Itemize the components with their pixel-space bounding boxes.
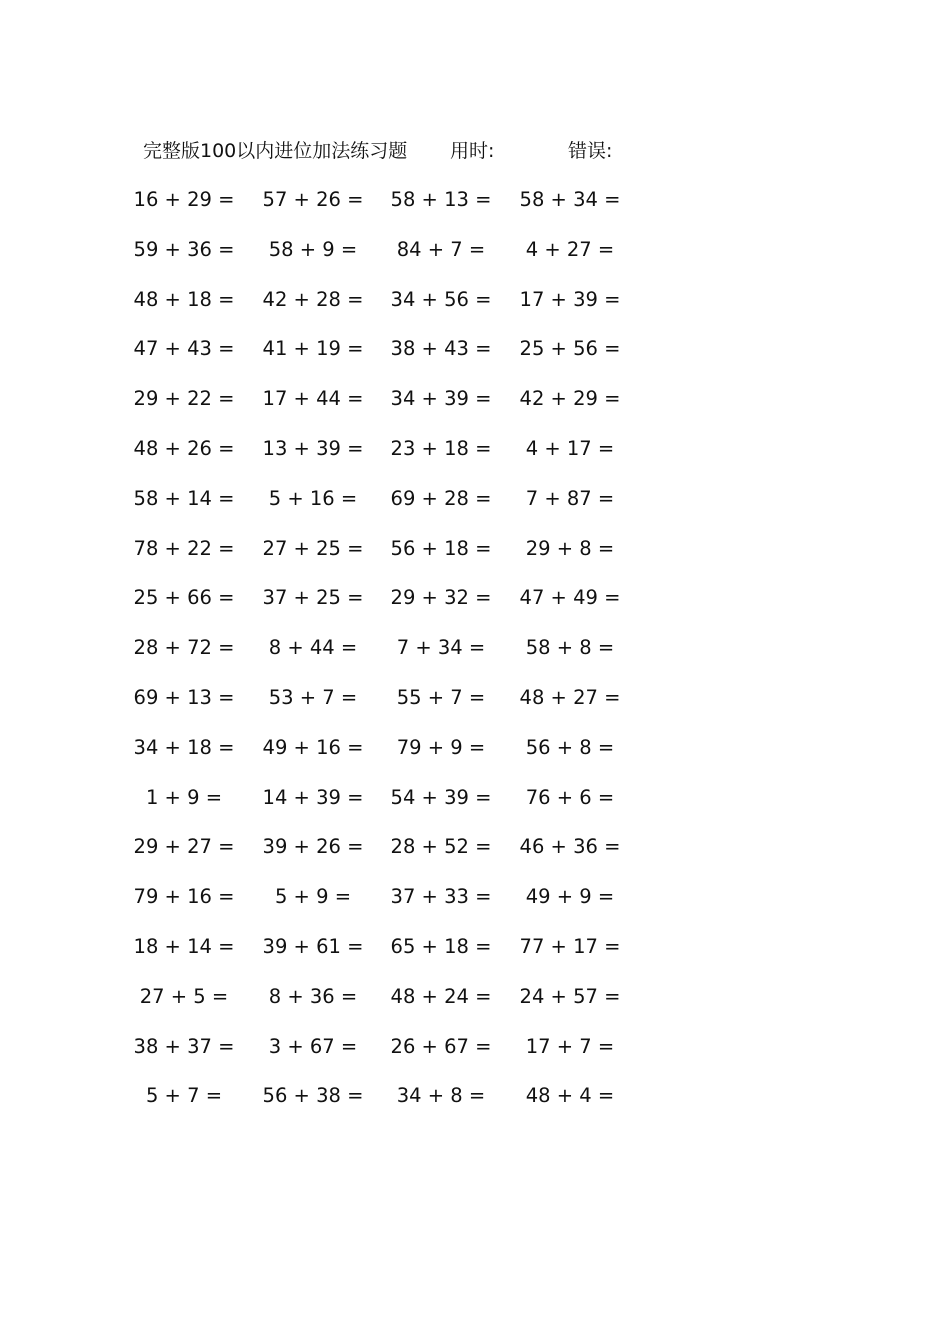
addition-problem: 27 + 25 = bbox=[262, 537, 364, 560]
addition-problem: 7 + 87 = bbox=[525, 487, 615, 510]
addition-problem: 84 + 7 = bbox=[396, 238, 486, 261]
addition-problem: 37 + 25 = bbox=[262, 586, 364, 609]
addition-problem: 79 + 16 = bbox=[133, 885, 235, 908]
addition-problem: 39 + 26 = bbox=[262, 835, 364, 858]
addition-problem: 1 + 9 = bbox=[145, 786, 223, 809]
addition-problem: 14 + 39 = bbox=[262, 786, 364, 809]
addition-problem: 48 + 4 = bbox=[525, 1084, 615, 1107]
addition-problem: 18 + 14 = bbox=[133, 935, 235, 958]
addition-problem: 58 + 14 = bbox=[133, 487, 235, 510]
addition-problem: 3 + 67 = bbox=[268, 1035, 358, 1058]
addition-problem: 4 + 27 = bbox=[525, 238, 615, 261]
addition-problem: 77 + 17 = bbox=[519, 935, 621, 958]
addition-problem: 55 + 7 = bbox=[396, 686, 486, 709]
addition-problem: 57 + 26 = bbox=[262, 188, 364, 211]
addition-problem: 48 + 24 = bbox=[390, 985, 492, 1008]
addition-problem: 34 + 8 = bbox=[396, 1084, 486, 1107]
addition-problem: 48 + 18 = bbox=[133, 288, 235, 311]
addition-problem: 28 + 72 = bbox=[133, 636, 235, 659]
addition-problem: 27 + 5 = bbox=[139, 985, 229, 1008]
addition-problem: 76 + 6 = bbox=[525, 786, 615, 809]
addition-problem: 56 + 18 = bbox=[390, 537, 492, 560]
addition-problem: 56 + 38 = bbox=[262, 1084, 364, 1107]
addition-problem: 28 + 52 = bbox=[390, 835, 492, 858]
addition-problem: 78 + 22 = bbox=[133, 537, 235, 560]
addition-problem: 42 + 29 = bbox=[519, 387, 621, 410]
addition-problem: 42 + 28 = bbox=[262, 288, 364, 311]
addition-problem: 58 + 8 = bbox=[525, 636, 615, 659]
addition-problem: 54 + 39 = bbox=[390, 786, 492, 809]
addition-problem: 34 + 18 = bbox=[133, 736, 235, 759]
addition-problem: 34 + 39 = bbox=[390, 387, 492, 410]
addition-problem: 79 + 9 = bbox=[396, 736, 486, 759]
addition-problem: 5 + 16 = bbox=[268, 487, 358, 510]
addition-problem: 69 + 13 = bbox=[133, 686, 235, 709]
addition-problem: 46 + 36 = bbox=[519, 835, 621, 858]
addition-problem: 58 + 13 = bbox=[390, 188, 492, 211]
addition-problem: 48 + 26 = bbox=[133, 437, 235, 460]
addition-problem: 5 + 7 = bbox=[145, 1084, 223, 1107]
addition-problem: 17 + 39 = bbox=[519, 288, 621, 311]
addition-problem: 58 + 9 = bbox=[268, 238, 358, 261]
addition-problem: 25 + 56 = bbox=[519, 337, 621, 360]
addition-problem: 53 + 7 = bbox=[268, 686, 358, 709]
addition-problem: 26 + 67 = bbox=[390, 1035, 492, 1058]
errors-label: 错误: bbox=[568, 140, 613, 162]
addition-problem: 37 + 33 = bbox=[390, 885, 492, 908]
addition-problem: 23 + 18 = bbox=[390, 437, 492, 460]
addition-problem: 56 + 8 = bbox=[525, 736, 615, 759]
addition-problem: 29 + 8 = bbox=[525, 537, 615, 560]
addition-problem: 4 + 17 = bbox=[525, 437, 615, 460]
addition-problem: 38 + 37 = bbox=[133, 1035, 235, 1058]
addition-problem: 25 + 66 = bbox=[133, 586, 235, 609]
addition-problem: 7 + 34 = bbox=[396, 636, 486, 659]
addition-problem: 58 + 34 = bbox=[519, 188, 621, 211]
addition-problem: 48 + 27 = bbox=[519, 686, 621, 709]
addition-problem: 39 + 61 = bbox=[262, 935, 364, 958]
addition-problem: 16 + 29 = bbox=[133, 188, 235, 211]
addition-problem: 65 + 18 = bbox=[390, 935, 492, 958]
addition-problem: 49 + 9 = bbox=[525, 885, 615, 908]
addition-problem: 38 + 43 = bbox=[390, 337, 492, 360]
addition-problem: 47 + 49 = bbox=[519, 586, 621, 609]
addition-problem: 47 + 43 = bbox=[133, 337, 235, 360]
addition-problem: 8 + 44 = bbox=[268, 636, 358, 659]
addition-problem: 29 + 32 = bbox=[390, 586, 492, 609]
addition-problem: 69 + 28 = bbox=[390, 487, 492, 510]
addition-problem: 8 + 36 = bbox=[268, 985, 358, 1008]
addition-problem: 17 + 7 = bbox=[525, 1035, 615, 1058]
addition-problem: 13 + 39 = bbox=[262, 437, 364, 460]
addition-problem: 29 + 22 = bbox=[133, 387, 235, 410]
time-used-label: 用时: bbox=[450, 140, 495, 162]
addition-problem: 29 + 27 = bbox=[133, 835, 235, 858]
addition-problem: 17 + 44 = bbox=[262, 387, 364, 410]
addition-problem: 5 + 9 = bbox=[274, 885, 352, 908]
addition-problem: 49 + 16 = bbox=[262, 736, 364, 759]
addition-problem: 59 + 36 = bbox=[133, 238, 235, 261]
addition-problem: 34 + 56 = bbox=[390, 288, 492, 311]
worksheet-title: 完整版100以内进位加法练习题 bbox=[143, 140, 408, 162]
addition-problem: 24 + 57 = bbox=[519, 985, 621, 1008]
addition-problem: 41 + 19 = bbox=[262, 337, 364, 360]
